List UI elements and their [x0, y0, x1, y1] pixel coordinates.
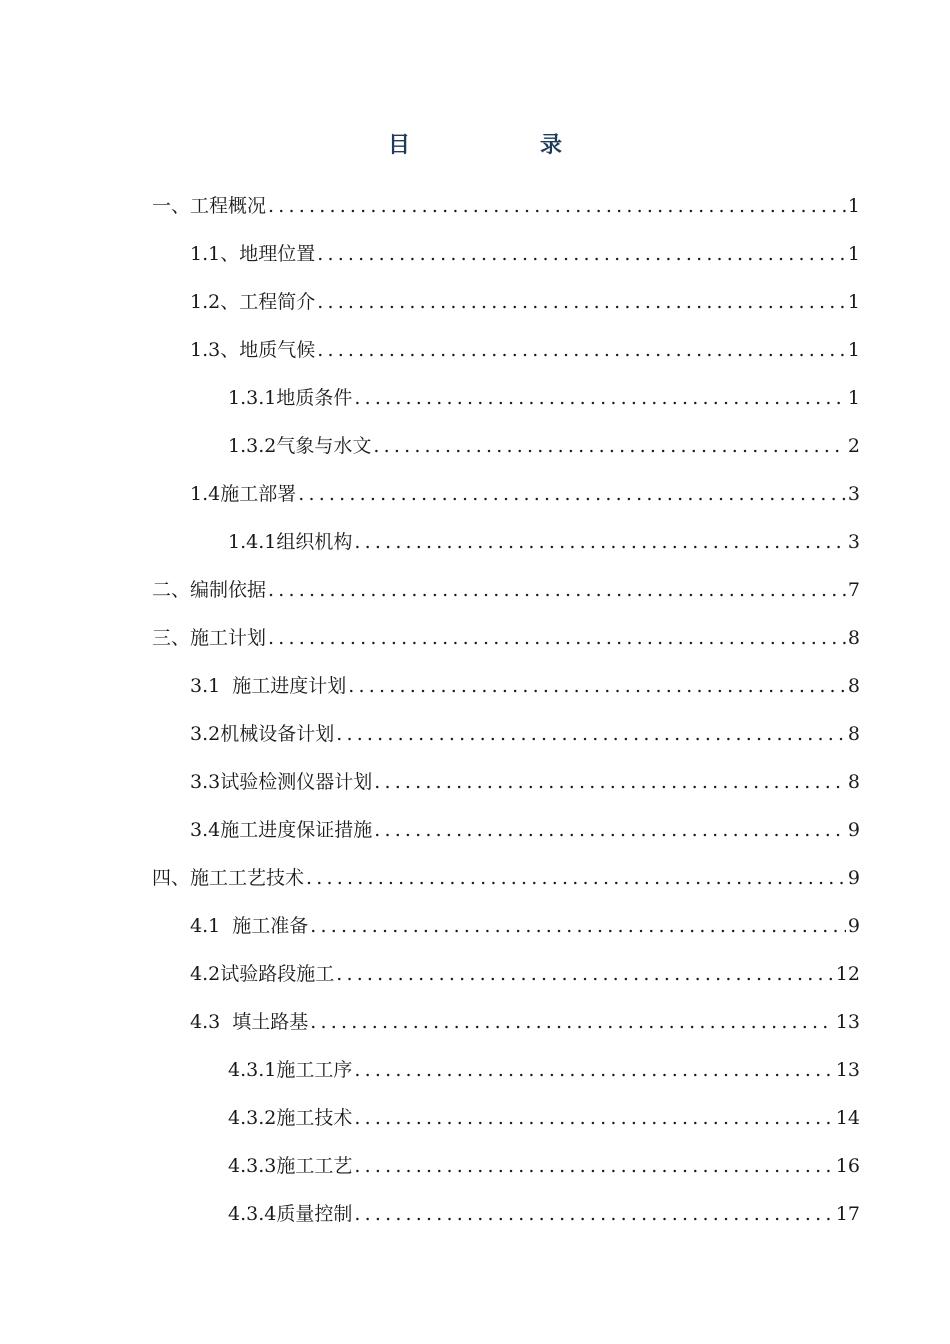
toc-entry-label: 1.3.1地质条件	[228, 387, 353, 409]
toc-entry[interactable]	[152, 662, 860, 710]
toc-entry-page: 13	[835, 1059, 860, 1081]
toc-entry-label: 4.3.3施工工艺	[228, 1155, 353, 1177]
toc-entry[interactable]	[152, 470, 860, 518]
toc-entry-label: 1.1、地理位置	[190, 243, 316, 265]
toc-entry-page: 2	[847, 435, 860, 457]
toc-entry-page: 12	[835, 963, 860, 985]
toc-entry-label: 3.3试验检测仪器计划	[190, 771, 373, 793]
toc-entry-label: 4.1 施工准备	[190, 915, 309, 937]
toc-entry-page: 3	[847, 531, 860, 553]
toc-entry[interactable]	[152, 422, 860, 470]
toc-entry-label: 一、工程概况	[152, 195, 267, 217]
toc-leader-dots	[336, 710, 846, 758]
toc-entry-page: 7	[847, 579, 860, 601]
toc-entry-label: 4.3.1施工工序	[228, 1059, 353, 1081]
toc-entry-label: 1.3.2气象与水文	[228, 435, 372, 457]
toc-entry[interactable]	[152, 1094, 860, 1142]
toc-leader-dots	[306, 854, 846, 902]
toc-leader-dots	[298, 470, 846, 518]
toc-leader-dots	[268, 182, 846, 230]
toc-entry-label: 3.4施工进度保证措施	[190, 819, 373, 841]
toc-entry-page: 13	[835, 1011, 860, 1033]
toc-entry[interactable]	[152, 806, 860, 854]
toc-entry-label: 1.2、工程简介	[190, 291, 316, 313]
toc-entry-page: 1	[847, 339, 860, 361]
toc-leader-dots	[310, 998, 834, 1046]
toc-entry[interactable]	[152, 614, 860, 662]
toc-entry-page: 1	[847, 291, 860, 313]
toc-entry-label: 3.2机械设备计划	[190, 723, 335, 745]
toc-entry-label: 1.3、地质气候	[190, 339, 316, 361]
toc-entry[interactable]	[152, 278, 860, 326]
toc-entry[interactable]	[152, 1046, 860, 1094]
toc-entry[interactable]	[152, 326, 860, 374]
toc-entry[interactable]	[152, 998, 860, 1046]
toc-entry-label: 4.2试验路段施工	[190, 963, 335, 985]
toc-entry-label: 四、施工工艺技术	[152, 867, 305, 889]
toc-entry-label: 1.4.1组织机构	[228, 531, 353, 553]
toc-entry[interactable]	[152, 758, 860, 806]
toc-entry[interactable]	[152, 1190, 860, 1238]
toc-entry-label: 4.3 填土路基	[190, 1011, 309, 1033]
toc-leader-dots	[354, 1190, 833, 1238]
toc-leader-dots	[354, 1094, 833, 1142]
toc-entry-page: 1	[847, 243, 860, 265]
toc-leader-dots	[317, 278, 846, 326]
toc-entry[interactable]	[152, 854, 860, 902]
toc-entry[interactable]	[152, 374, 860, 422]
toc-leader-dots	[373, 422, 846, 470]
toc-entry[interactable]	[152, 230, 860, 278]
toc-entry-page: 1	[847, 387, 860, 409]
toc-entry[interactable]	[152, 182, 860, 230]
toc-entry-page: 14	[835, 1107, 860, 1129]
toc-entry-page: 9	[847, 819, 860, 841]
toc-entry-page: 8	[847, 675, 860, 697]
toc-entry-page: 16	[835, 1155, 860, 1177]
toc-entry-page: 1	[847, 195, 860, 217]
toc-leader-dots	[317, 326, 846, 374]
toc-entry[interactable]	[152, 902, 860, 950]
toc-entry[interactable]	[152, 950, 860, 998]
toc-leader-dots	[354, 518, 846, 566]
toc-entry-label: 4.3.4质量控制	[228, 1203, 353, 1225]
toc-leader-dots	[336, 950, 834, 998]
toc-entry-page: 17	[835, 1203, 860, 1225]
toc-entry[interactable]	[152, 710, 860, 758]
toc-entry-page: 8	[847, 771, 860, 793]
toc-entry-label: 1.4施工部署	[190, 483, 297, 505]
toc-leader-dots	[354, 1046, 833, 1094]
toc-entry-page: 9	[847, 915, 860, 937]
toc-leader-dots	[348, 662, 846, 710]
toc-leader-dots	[374, 758, 846, 806]
toc-entry-page: 9	[847, 867, 860, 889]
toc-entry-page: 8	[847, 627, 860, 649]
toc-leader-dots	[268, 614, 846, 662]
toc-title: 目 录	[387, 133, 616, 158]
toc-entry-label: 4.3.2施工技术	[228, 1107, 353, 1129]
toc-leader-dots	[354, 374, 846, 422]
toc-entry-label: 3.1 施工进度计划	[190, 675, 347, 697]
toc-leader-dots	[354, 1142, 833, 1190]
toc-entry-page: 3	[847, 483, 860, 505]
table-of-contents	[152, 182, 860, 1238]
toc-entry[interactable]	[152, 518, 860, 566]
toc-entry-page: 8	[847, 723, 860, 745]
toc-leader-dots	[268, 566, 846, 614]
toc-entry-label: 三、施工计划	[152, 627, 267, 649]
toc-entry[interactable]	[152, 566, 860, 614]
toc-entry[interactable]	[152, 1142, 860, 1190]
toc-leader-dots	[374, 806, 846, 854]
toc-leader-dots	[317, 230, 846, 278]
toc-leader-dots	[310, 902, 846, 950]
toc-entry-label: 二、编制依据	[152, 579, 267, 601]
